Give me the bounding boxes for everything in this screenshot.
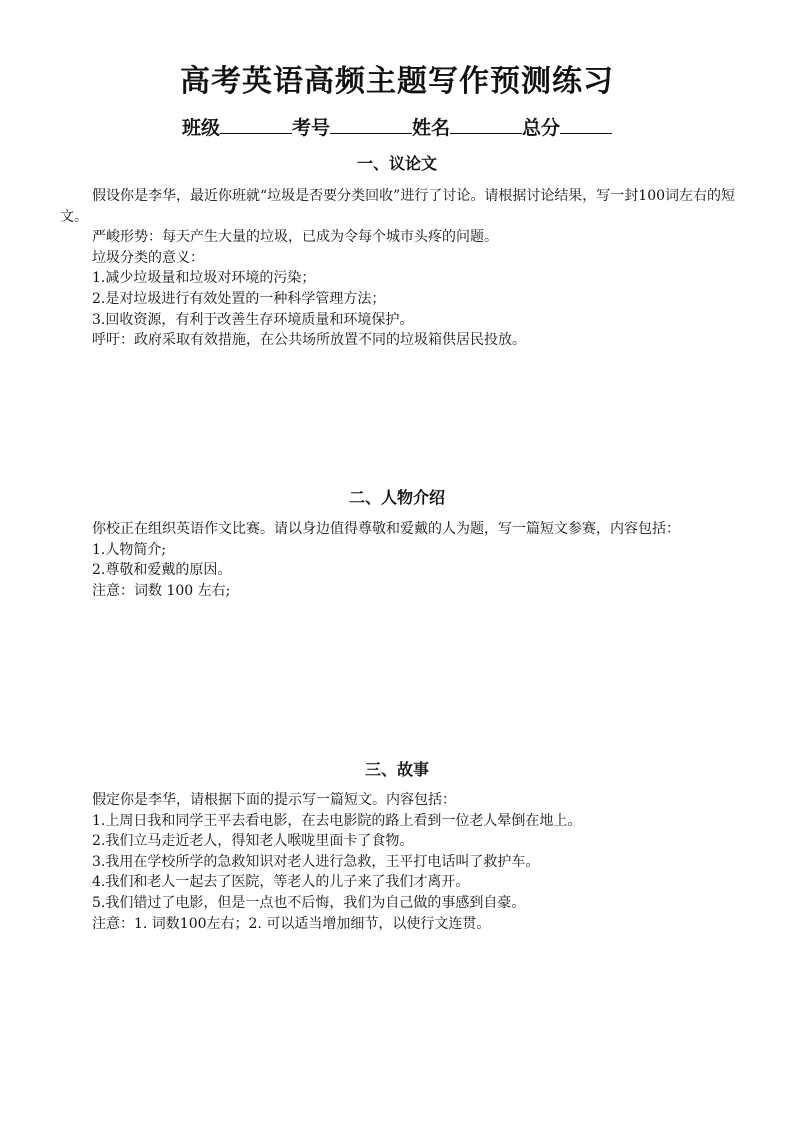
name-label: 姓名 xyxy=(412,117,451,139)
prompt-line: 2.我们立马走近老人，得知老人喉咙里面卡了食物。 xyxy=(92,833,414,850)
prompt-line: 垃圾分类的意义： xyxy=(92,249,204,266)
prompt-line: 3.我用在学校所学的急救知识对老人进行急救，王平打电话叫了救护车。 xyxy=(92,853,540,870)
section-heading-argumentative: 一、议论文 xyxy=(356,154,437,173)
prompt-paragraph: 假设你是李华，最近你班就“垃圾是否要分类回收”进行了讨论。请根据讨论结果，写一封100词左右的短文。 xyxy=(60,188,736,225)
student-info-line xyxy=(0,113,794,141)
prompt-line: 注意：1. 词数100左右；2. 可以适当增加细节，以使行文连贯。 xyxy=(92,915,491,932)
section-body-story xyxy=(60,790,740,934)
prompt-line: 注意：词数 100 左右; xyxy=(92,582,231,599)
prompt-line: 2.是对垃圾进行有效处置的一种科学管理方法； xyxy=(92,290,386,307)
score-blank xyxy=(560,113,612,134)
class-blank xyxy=(220,113,292,134)
prompt-line: 1.人物简介; xyxy=(92,541,167,558)
prompt-line: 严峻形势：每天产生大量的垃圾，已成为令每个城市头疼的问题。 xyxy=(92,229,498,246)
section-body-person xyxy=(60,519,740,601)
name-blank xyxy=(450,113,522,134)
section-heading-person: 二、人物介绍 xyxy=(348,488,445,507)
prompt-line: 5.我们错过了电影，但是一点也不后悔，我们为自己做的事感到自豪。 xyxy=(92,894,526,911)
prompt-line: 3.回收资源，有利于改善生存环境质量和环境保护。 xyxy=(92,311,414,328)
prompt-line: 1.上周日我和同学王平去看电影，在去电影院的路上看到一位老人晕倒在地上。 xyxy=(92,812,582,829)
prompt-line: 假定你是李华，请根据下面的提示写一篇短文。内容包括： xyxy=(92,792,456,808)
prompt-line: 呼吁：政府采取有效措施，在公共场所放置不同的垃圾箱供居民投放。 xyxy=(92,332,526,349)
score-label: 总分 xyxy=(522,117,561,139)
number-blank xyxy=(330,113,412,134)
section-body-argumentative xyxy=(60,186,740,351)
prompt-paragraph: 你校正在组织英语作文比赛。请以身边值得尊敬和爱戴的人为题，写一篇短文参赛，内容包括： xyxy=(92,521,680,537)
class-label: 班级 xyxy=(181,117,220,139)
page-title: 高考英语高频主题写作预测练习 xyxy=(180,64,614,99)
number-label: 考号 xyxy=(291,117,330,139)
prompt-line: 4.我们和老人一起去了医院，等老人的儿子来了我们才离开。 xyxy=(92,874,470,891)
section-heading-story: 三、故事 xyxy=(364,760,429,779)
prompt-line: 2.尊敬和爱戴的原因。 xyxy=(92,562,232,579)
prompt-line: 1.减少垃圾量和垃圾对环境的污染； xyxy=(92,270,316,287)
